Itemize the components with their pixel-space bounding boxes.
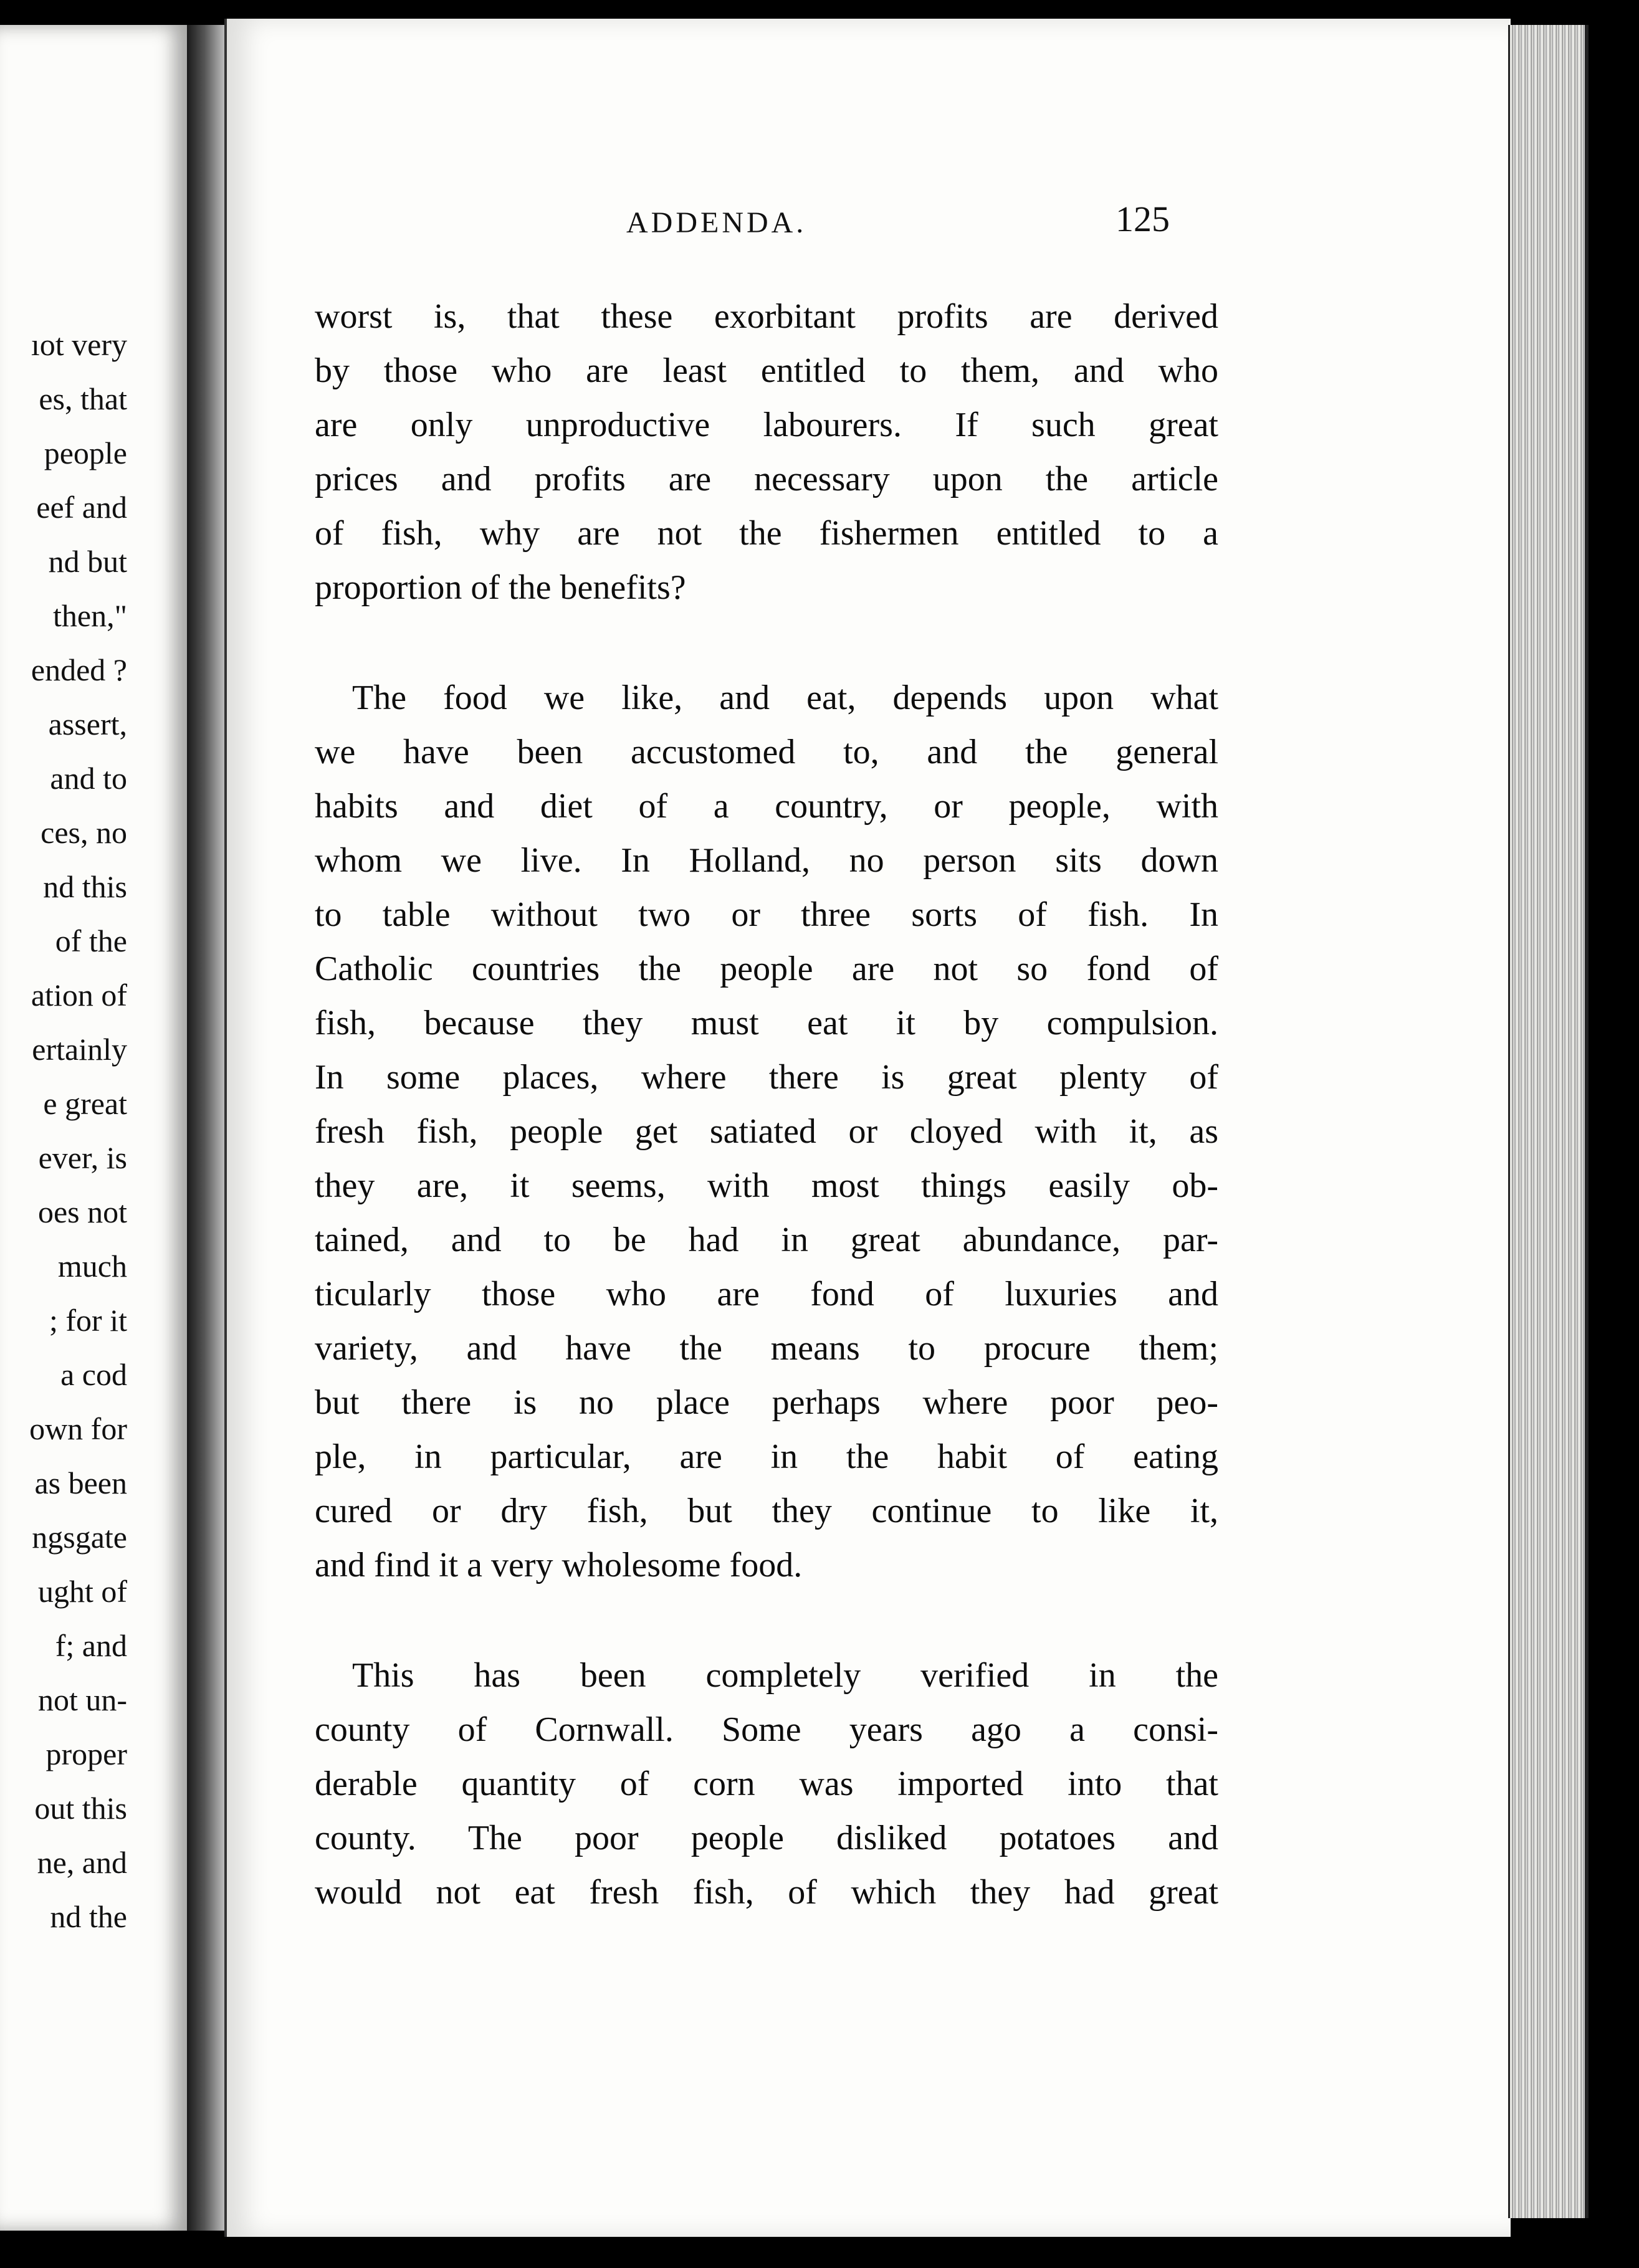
text-line: they are, it seems, with most things easily ob-: [315, 1166, 1218, 1205]
text-line: fresh fish, people get satiated or cloyed with it, as: [315, 1112, 1218, 1151]
left-line: proper: [45, 1737, 127, 1771]
text-line: habits and diet of a country, or people, with: [315, 787, 1218, 826]
paragraph-2: [315, 671, 1218, 1593]
text-line: fish, because they must eat it by compulsion.: [315, 1004, 1218, 1042]
left-page-text: [0, 318, 127, 1944]
text-line: county. The poor people disliked potatoes and: [315, 1819, 1218, 1857]
page-edges: [1508, 25, 1589, 2218]
text-line: ple, in particular, are in the habit of eating: [315, 1437, 1218, 1476]
text-line: and find it a very wholesome food.: [315, 1546, 803, 1584]
left-line: ces, no: [41, 815, 127, 850]
paragraph-3: [315, 1649, 1218, 1920]
left-line: f; and: [55, 1628, 127, 1663]
left-line: nd the: [50, 1899, 127, 1934]
left-line: ; for it: [49, 1303, 127, 1338]
left-line: much: [57, 1249, 127, 1284]
left-page: [0, 25, 191, 2231]
body-text: [315, 290, 1218, 1920]
left-line: not un-: [37, 1682, 127, 1717]
text-line: by those who are least entitled to them, and who: [315, 351, 1218, 390]
text-line: This has been completely verified in the: [352, 1656, 1218, 1695]
running-head: ADDENDA.: [626, 206, 807, 239]
left-line: es, that: [39, 381, 127, 416]
left-line: nd this: [43, 869, 127, 904]
text-line: would not eat fresh fish, of which they had great: [315, 1873, 1218, 1912]
text-line: variety, and have the means to procure them;: [315, 1329, 1218, 1368]
text-line: to table without two or three sorts of fish. In: [315, 895, 1218, 934]
left-line: ever, is: [38, 1140, 127, 1175]
left-line: ıot very: [31, 327, 127, 362]
left-line: ne, and: [37, 1845, 127, 1880]
text-line: but there is no place perhaps where poor peo-: [315, 1383, 1218, 1422]
text-line: In some places, where there is great plenty of: [315, 1058, 1218, 1097]
paragraph-1: [315, 290, 1218, 615]
text-line: ticularly those who are fond of luxuries and: [315, 1275, 1218, 1313]
left-line: eef and: [36, 490, 127, 525]
left-line: nd but: [48, 544, 127, 579]
left-line: own for: [29, 1411, 127, 1446]
left-line: oes not: [37, 1194, 127, 1229]
page-number: 125: [1116, 199, 1170, 239]
text-line: derable quantity of corn was imported into that: [315, 1765, 1218, 1803]
text-line: cured or dry fish, but they continue to like it,: [315, 1492, 1218, 1530]
left-line: out this: [34, 1791, 127, 1826]
text-line: tained, and to be had in great abundance, par-: [315, 1221, 1218, 1259]
left-line: ended ?: [31, 652, 127, 687]
text-line: Catholic countries the people are not so fond of: [315, 950, 1218, 988]
left-line: e great: [43, 1086, 127, 1121]
left-line: ertainly: [32, 1032, 127, 1067]
text-line: we have been accustomed to, and the general: [315, 733, 1218, 771]
left-line: of the: [55, 923, 127, 958]
text-line: prices and profits are necessary upon the article: [315, 460, 1218, 498]
text-line: worst is, that these exorbitant profits are derived: [315, 297, 1218, 336]
left-line: assert,: [48, 707, 127, 741]
left-line: and to: [50, 761, 127, 796]
left-line: then,": [53, 598, 127, 633]
text-line: are only unproductive labourers. If such great: [315, 406, 1218, 444]
text-line: of fish, why are not the fishermen entitled to a: [315, 514, 1218, 553]
left-line: as been: [34, 1465, 127, 1500]
text-line: whom we live. In Holland, no person sits down: [315, 841, 1218, 880]
text-line: proportion of the benefits?: [315, 568, 686, 607]
text-line: county of Cornwall. Some years ago a consi-: [315, 1710, 1218, 1749]
left-line: ation of: [31, 978, 127, 1012]
text-line: The food we like, and eat, depends upon what: [352, 679, 1218, 717]
left-line: people: [44, 436, 127, 470]
left-line: a cod: [60, 1357, 127, 1392]
left-line: ngsgate: [32, 1520, 127, 1555]
left-line: ught of: [37, 1574, 127, 1609]
